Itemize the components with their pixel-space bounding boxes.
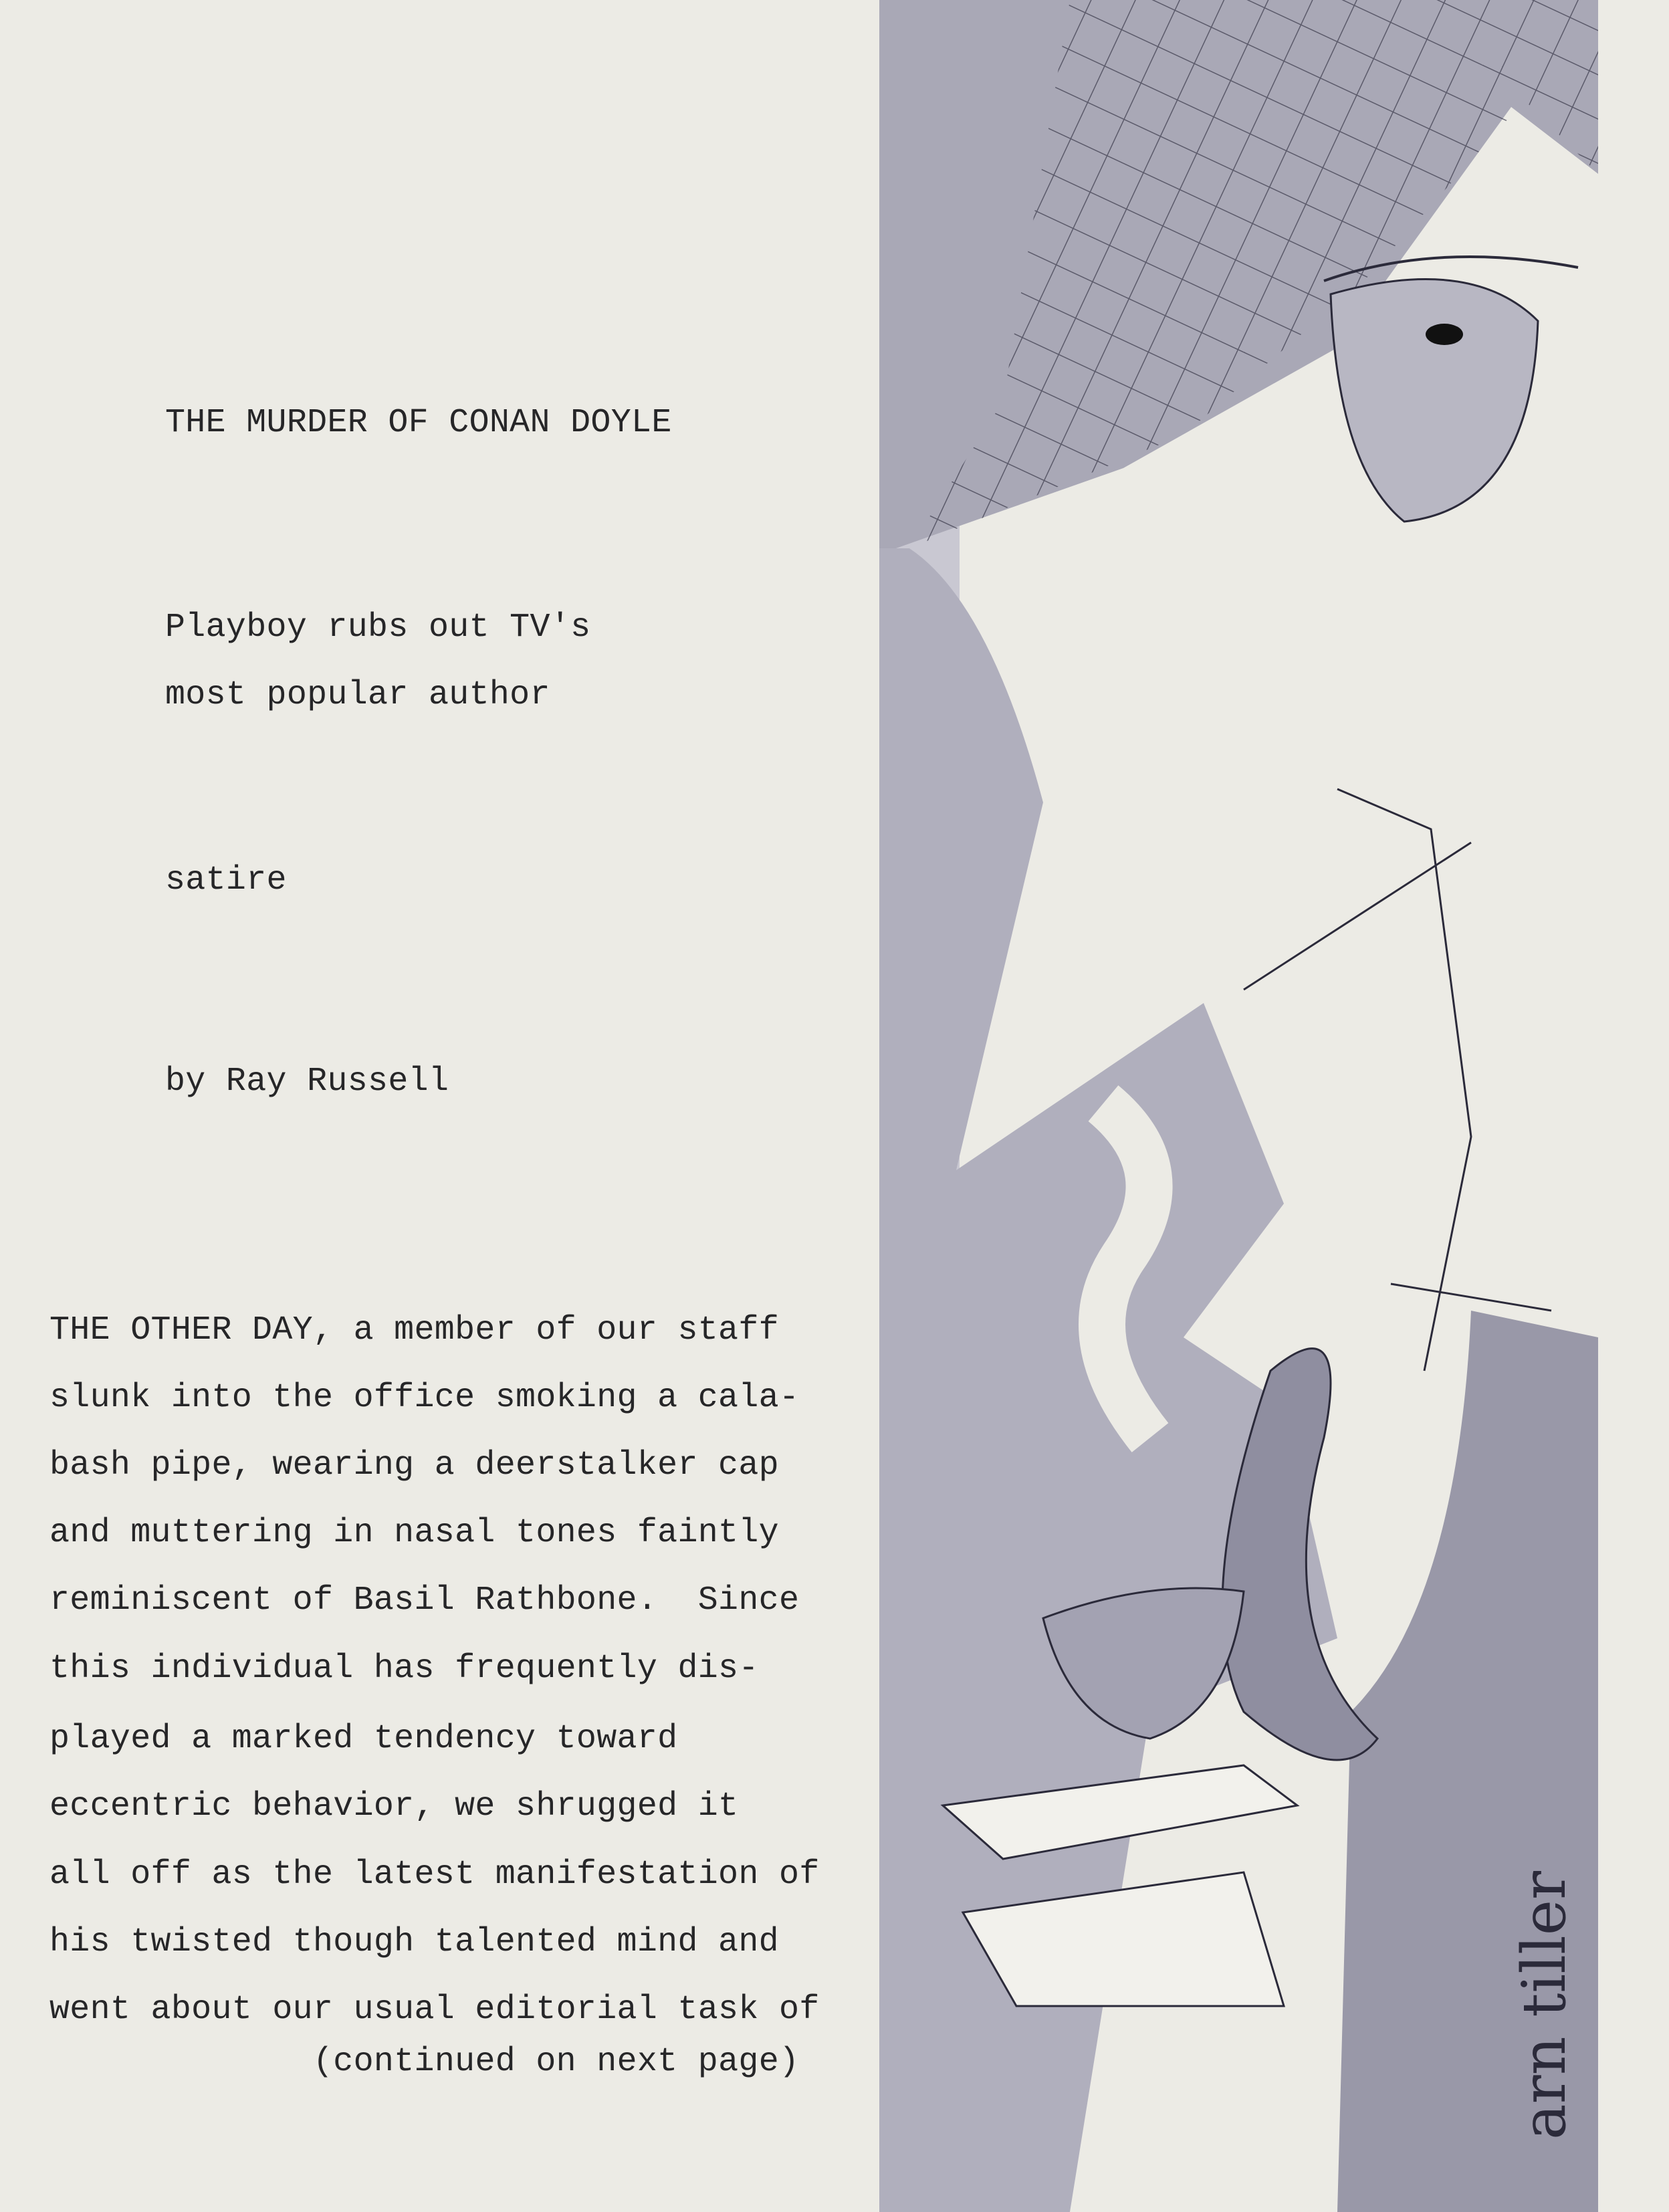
continued-note: (continued on next page) (313, 2043, 800, 2081)
sketch-lines (1244, 789, 1551, 1371)
eye-socket (1331, 280, 1538, 522)
body-line: THE OTHER DAY, a member of our staff (49, 1311, 779, 1349)
body-line: bash pipe, wearing a deerstalker cap (49, 1446, 779, 1484)
eye-icon (1426, 324, 1463, 345)
body-line: his twisted though talented mind and (49, 1923, 779, 1961)
sherlock-holmes-illustration (869, 0, 1669, 2212)
body-line: and muttering in nasal tones faintly (49, 1514, 779, 1552)
body-line: slunk into the office smoking a cala- (49, 1379, 800, 1417)
category-label: satire (165, 861, 287, 899)
subtitle-line-2: most popular author (165, 676, 550, 714)
body-line: played a marked tendency toward (49, 1720, 678, 1758)
article-title: THE MURDER OF CONAN DOYLE (165, 404, 672, 442)
body-line: reminiscent of Basil Rathbone. Since (49, 1581, 800, 1620)
subtitle-line-1: Playboy rubs out TV's (165, 609, 591, 647)
byline: by Ray Russell (165, 1063, 449, 1101)
body-line: this individual has frequently dis- (49, 1650, 759, 1688)
body-line: went about our usual editorial task of (49, 1991, 820, 2029)
body-line: all off as the latest manifestation of (49, 1856, 820, 1894)
artist-signature: arn tiller (1509, 1870, 1579, 2140)
body-line: eccentric behavior, we shrugged it (49, 1787, 739, 1826)
